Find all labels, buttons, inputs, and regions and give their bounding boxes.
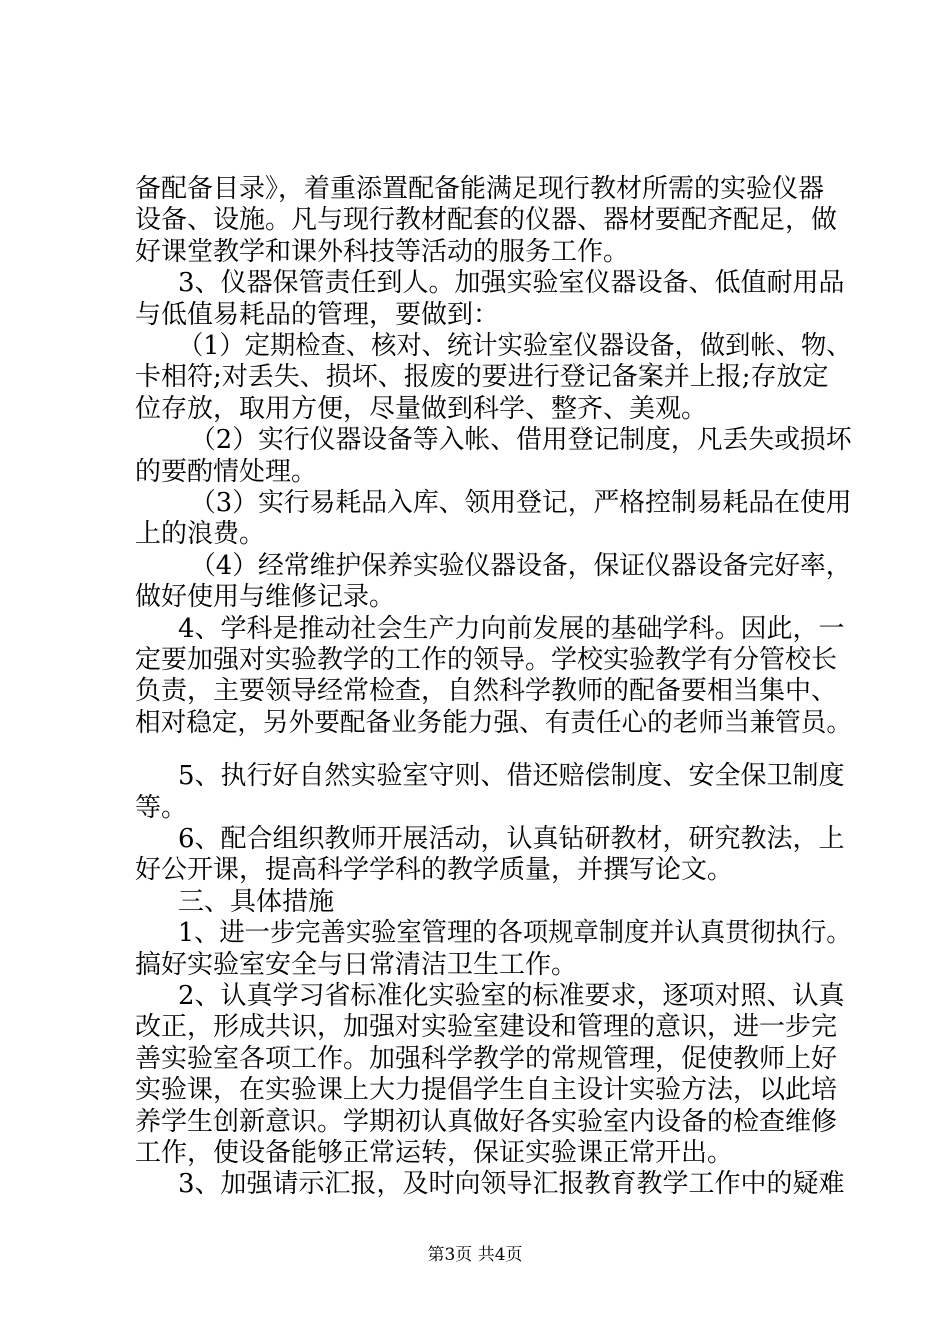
text-line: （1）定期检查、核对、统计实验室仪器设备，做到帐、物、: [178, 331, 852, 361]
text-line: 4、学科是推动社会生产力向前发展的基础学科。因此，一: [178, 614, 845, 644]
text-line: 好公开课，提高科学学科的教学质量，并撰写论文。: [135, 855, 734, 885]
text-line: （3）实行易耗品入库、领用登记，严格控制易耗品在使用: [190, 488, 852, 518]
text-line: 1、进一步完善实验室管理的各项规章制度并认真贯彻执行。: [178, 918, 852, 948]
text-line: 与低值易耗品的管理，要做到：: [135, 300, 500, 330]
text-line: 2、认真学习省标准化实验室的标准要求，逐项对照、认真: [178, 981, 845, 1011]
page-number-footer: 第3页 共4页: [427, 1245, 523, 1265]
text-line: 定要加强对实验教学的工作的领导。学校实验教学有分管校长: [135, 645, 838, 675]
text-line: 做好使用与维修记录。: [135, 582, 396, 612]
text-line: 实验课，在实验课上大力提倡学生自主设计实验方法，以此培: [135, 1075, 838, 1105]
text-line: 上的浪费。: [135, 519, 266, 549]
text-line: 等。: [135, 793, 188, 823]
text-line: 改正，形成共识，加强对实验室建设和管理的意识，进一步完: [135, 1012, 838, 1042]
text-line: 相对稳定，另外要配备业务能力强、有责任心的老师当兼管员。: [135, 708, 853, 738]
text-line: 善实验室各项工作。加强科学教学的常规管理，促使教师上好: [135, 1044, 838, 1074]
text-line: 3、仪器保管责任到人。加强实验室仪器设备、低值耐用品: [178, 268, 845, 298]
text-line: 设备、设施。凡与现行教材配套的仪器、器材要配齐配足，做: [135, 205, 838, 235]
text-line: （4）经常维护保养实验仪器设备，保证仪器设备完好率，: [190, 551, 852, 581]
text-line: 5、执行好自然实验室守则、借还赔偿制度、安全保卫制度: [178, 761, 845, 791]
text-line: 备配备目录》，着重添置配备能满足现行教材所需的实验仪器: [135, 174, 825, 204]
text-line: 3、加强请示汇报，及时向领导汇报教育教学工作中的疑难: [178, 1169, 845, 1199]
text-line: 搞好实验室安全与日常清洁卫生工作。: [135, 950, 578, 980]
text-line: 工作，使设备能够正常运转，保证实验课正常开出。: [135, 1138, 734, 1168]
section-heading: 三、具体措施: [178, 887, 335, 917]
text-line: 6、配合组织教师开展活动，认真钻研教材，研究教法，上: [178, 824, 845, 854]
text-line: 位存放，取用方便，尽量做到科学、整齐、美观。: [135, 394, 708, 424]
text-line: 卡相符;对丢失、损坏、报废的要进行登记备案并上报;存放定: [135, 362, 829, 392]
text-line: 负责，主要领导经常检查，自然科学教师的配备要相当集中、: [135, 676, 838, 706]
text-line: 好课堂教学和课外科技等活动的服务工作。: [135, 237, 630, 267]
text-line: 养学生创新意识。学期初认真做好各实验室内设备的检查维修: [135, 1107, 838, 1137]
text-line: 的要酌情处理。: [135, 457, 318, 487]
text-line: （2）实行仪器设备等入帐、借用登记制度，凡丢失或损坏: [190, 425, 852, 455]
